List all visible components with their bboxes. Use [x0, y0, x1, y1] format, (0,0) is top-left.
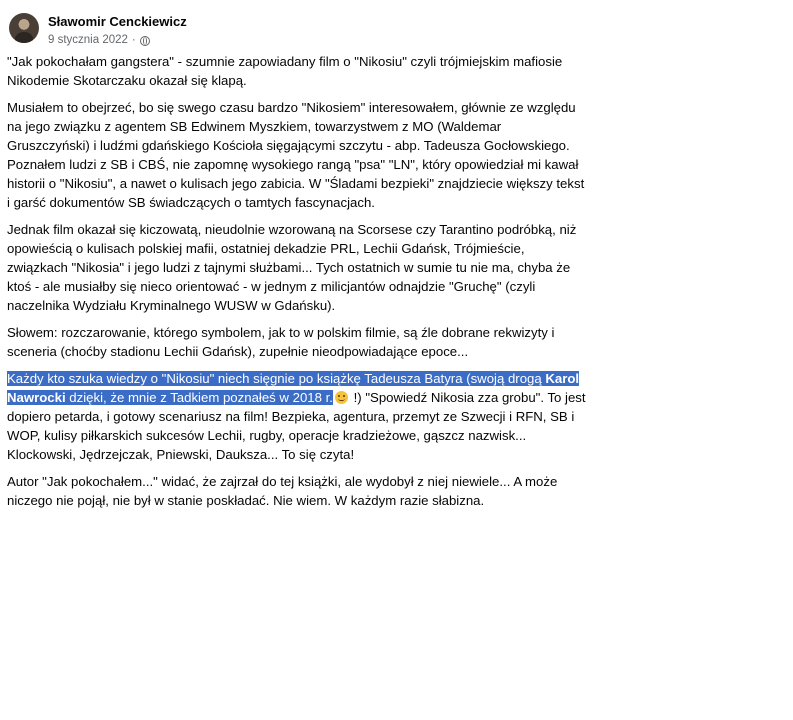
- author-name[interactable]: Sławomir Cenckiewicz: [48, 14, 187, 29]
- post-header: [9, 13, 187, 48]
- post-paragraph-1: "Jak pokochałam gangstera" - szumnie zapowiadany film o "Nikosiu" czyli trójmiejskim mafiosie Nikodemie Skotarczaku okazał się klapą.: [7, 54, 563, 88]
- post-paragraph-5-rest: !) "Spowiedź Nikosia zza grobu". To jest dopiero petarda, i gotowy scenariusz na film! Bezpieka, agentura, przemyt ze Szwecji i RFN, SB i WOP, kulisy piłkarskich sukcesów Lechii, rugby, operacje kradzieżowe, gąszcz nazwisk... Klockowski, Jędrzejczak, Pniewski, Dauksza... To się czyta!: [7, 390, 586, 462]
- post-subline: [48, 33, 187, 48]
- separator-dot: ·: [131, 34, 136, 46]
- post-paragraph-5: [7, 369, 587, 464]
- author-avatar[interactable]: [9, 13, 39, 43]
- smile-emoji-icon: [335, 391, 348, 404]
- post-paragraph-6: Autor "Jak pokochałem..." widać, że zajrzał do tej książki, ale wydobył z niej niewiele... A może niczego nie pojął, nie był w stanie poskładać. Nie wiem. W każdym razie słabizna.: [7, 474, 558, 508]
- tagged-person-link[interactable]: Karol Nawrocki: [7, 371, 580, 405]
- post-paragraph-2: Musiałem to obejrzeć, bo się swego czasu bardzo "Nikosiem" interesowałem, głównie ze względu na jego związku z agentem SB Edwinem Myszkiem, towarzystwem z MO (Waldemar Gruszczyński) i ludźmi gdańskiego Kościoła sięgającymi szczytu - abp. Tadeusza Gocłowskiego. Poznałem ludzi z SB i CBŚ, nie zapomnę wysokiego rangą "psa" "LN", który opowiedział mi kawał historii o "Nikosiu", a nawet o kulisach jego zabicia. W "Śladami bezpieki" znajdziecie większy tekst i garść dokumentów SB świadczących o tamtych fascynacjach.: [7, 100, 585, 210]
- post-body: [7, 52, 587, 518]
- post-date[interactable]: 9 stycznia 2022: [48, 34, 128, 46]
- post-paragraph-4: Słowem: rozczarowanie, którego symbolem, jak to w polskim filmie, są źle dobrane rekwizyty i sceneria (choćby stadionu Lechii Gdańsk), zupełnie nieodpowiadające epoce...: [7, 325, 555, 359]
- selected-text: Każdy kto szuka wiedzy o "Nikosiu" niech sięgnie po książkę Tadeusza Batyra (swoją drogą: [7, 371, 546, 386]
- post-meta: [48, 14, 187, 48]
- globe-icon[interactable]: [140, 36, 150, 46]
- selected-text-continued: dzięki, że mnie z Tadkiem poznałeś w 2018 r.: [65, 390, 333, 405]
- post-paragraph-3: Jednak film okazał się kiczowatą, nieudolnie wzorowaną na Scorsese czy Tarantino podróbką, niż opowieścią o kulisach polskiej mafii, ostatniej dekadzie PRL, Lechii Gdańsk, Trójmieście, związkach "Nikosia" i jego ludzi z tajnymi służbami... Tych ostatnich w sumie tu nie ma, chyba że ktoś - ale musiałby się nieco orientować - w jednym z milicjantów odnajdzie "Gruchę" (czyli naczelnika Wydziału Kryminalnego WUSW w Gdańsku).: [7, 222, 577, 313]
